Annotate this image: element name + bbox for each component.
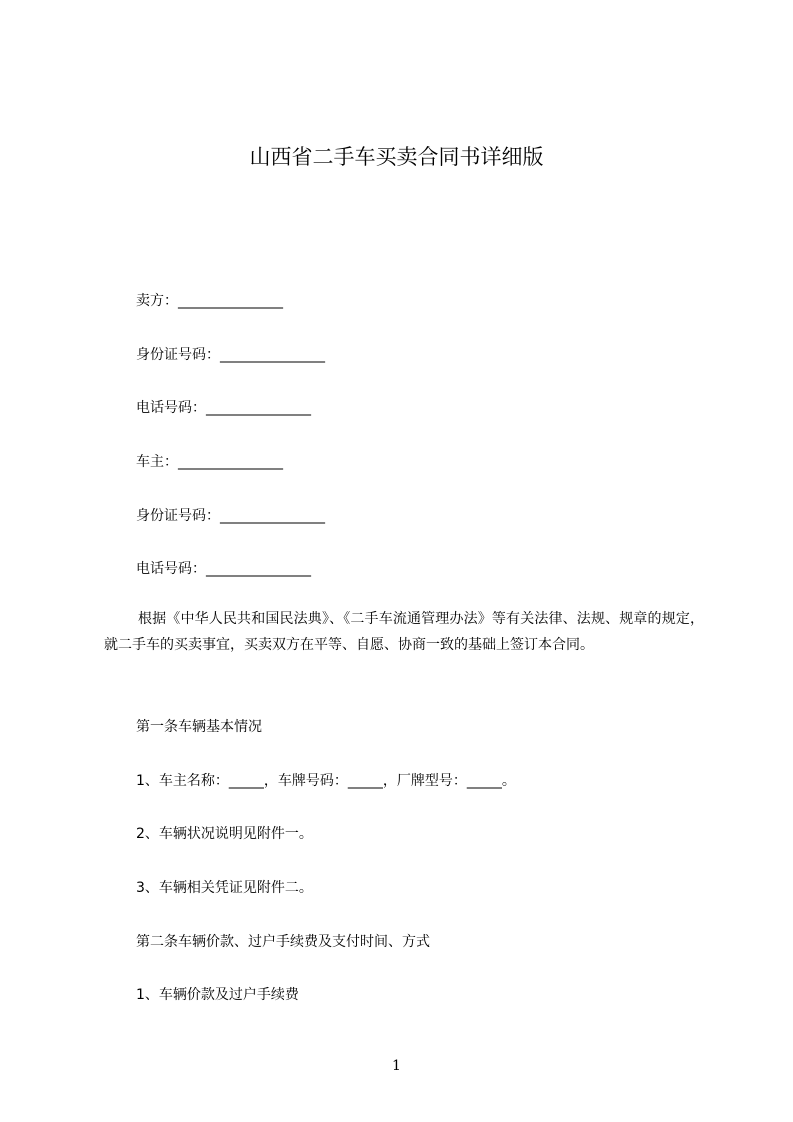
article-2-item-1: 1、车辆价款及过户手续费 bbox=[136, 987, 299, 1003]
article-2-heading: 第二条车辆价款、过户手续费及支付时间、方式 bbox=[136, 934, 430, 950]
owner-name-line: 车主：_______________ bbox=[136, 454, 283, 470]
article-1-heading: 第一条车辆基本情况 bbox=[136, 719, 262, 735]
owner-phone-line: 电话号码：_______________ bbox=[136, 561, 311, 577]
seller-phone-line: 电话号码：_______________ bbox=[136, 400, 311, 416]
preamble-paragraph: 根据《中华人民共和国民法典》、《二手车流通管理办法》等有关法律、法规、规章的规定，就二手车的买卖事宜，买卖双方在平等、自愿、协商一致的基础上签订本合同。 bbox=[104, 611, 704, 653]
seller-id-line: 身份证号码：_______________ bbox=[136, 347, 325, 363]
article-1-item-1: 1、车主名称：_____，车牌号码：_____，厂牌型号：_____。 bbox=[136, 773, 516, 789]
page-number: 1 bbox=[392, 1058, 401, 1074]
seller-name-line: 卖方：_______________ bbox=[136, 293, 283, 309]
document-title: 山西省二手车买卖合同书详细版 bbox=[249, 145, 544, 169]
owner-id-line: 身份证号码：_______________ bbox=[136, 508, 325, 524]
article-1-item-2: 2、车辆状况说明见附件一。 bbox=[136, 826, 313, 842]
article-1-item-3: 3、车辆相关凭证见附件二。 bbox=[136, 880, 313, 896]
